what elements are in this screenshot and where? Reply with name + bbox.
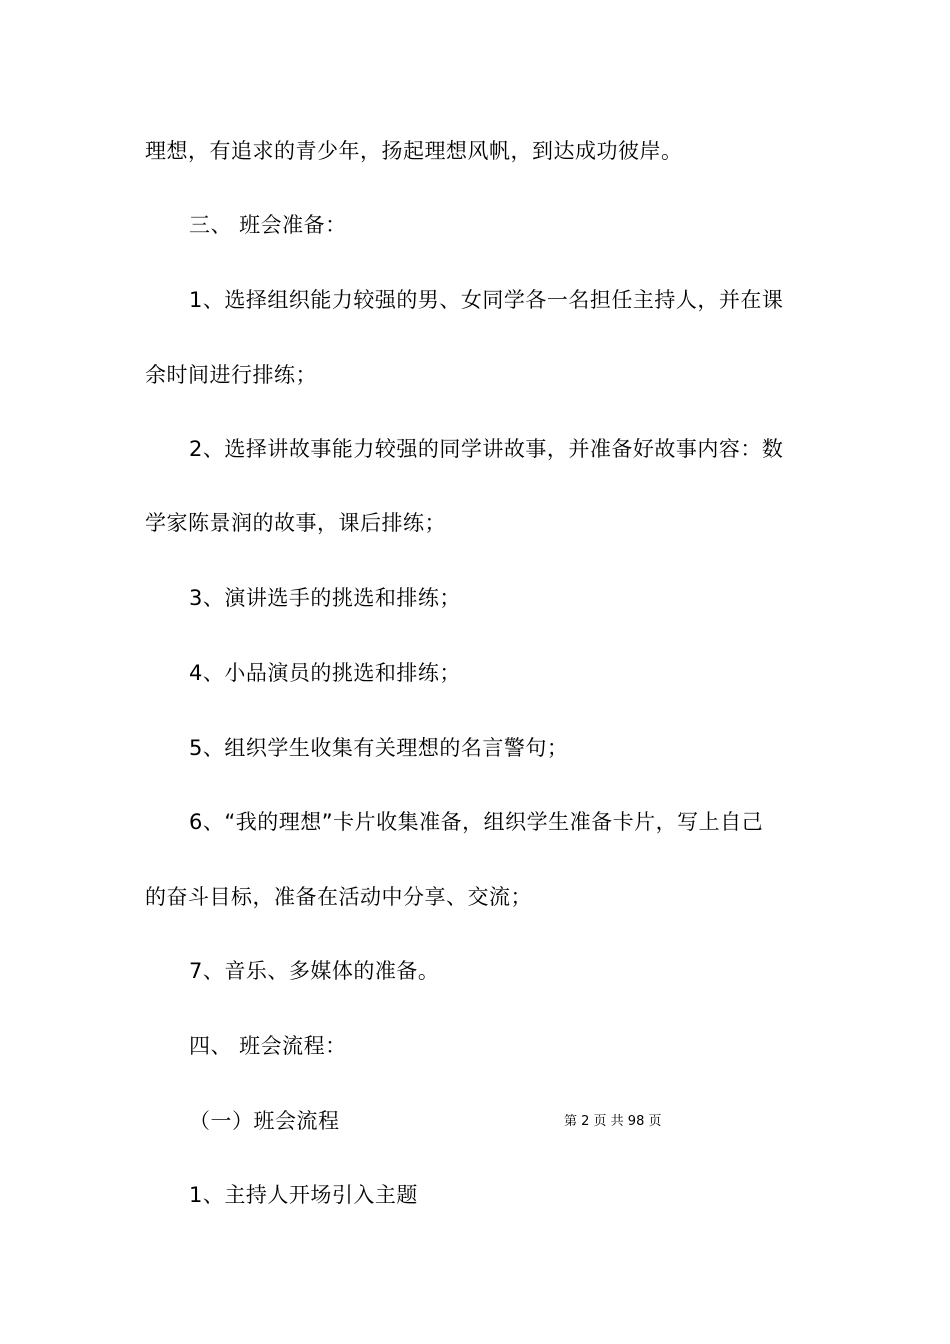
list-item-line: 1、主持人开场引入主题 (189, 1183, 418, 1207)
list-item-line: 5、组织学生收集有关理想的名言警句； (189, 736, 569, 760)
list-item-line: 4、小品演员的挑选和排练； (189, 661, 461, 685)
paragraph-line: 学家陈景润的故事，课后排练； (145, 511, 446, 535)
paragraph-line: 余时间进行排练； (145, 363, 317, 387)
list-item-line: 6、“我的理想”卡片收集准备，组织学生准备卡片，写上自己 (189, 810, 764, 834)
paragraph-line: 理想，有追求的青少年，扬起理想风帆，到达成功彼岸。 (145, 139, 683, 163)
list-item-line: 3、演讲选手的挑选和排练； (189, 586, 461, 610)
subsection-heading: （一）班会流程 (189, 1109, 340, 1133)
page-number: 第 2 页 共 98 页 (564, 1114, 662, 1129)
paragraph-line: 的奋斗目标，准备在活动中分享、交流； (145, 885, 532, 909)
section-heading: 三、 班会准备： (189, 213, 347, 237)
list-item-line: 1、选择组织能力较强的男、女同学各一名担任主持人，并在课 (189, 288, 784, 312)
list-item-line: 2、选择讲故事能力较强的同学讲故事，并准备好故事内容：数 (189, 437, 784, 461)
section-heading: 四、 班会流程： (189, 1034, 347, 1058)
list-item-line: 7、音乐、多媒体的准备。 (189, 959, 440, 983)
